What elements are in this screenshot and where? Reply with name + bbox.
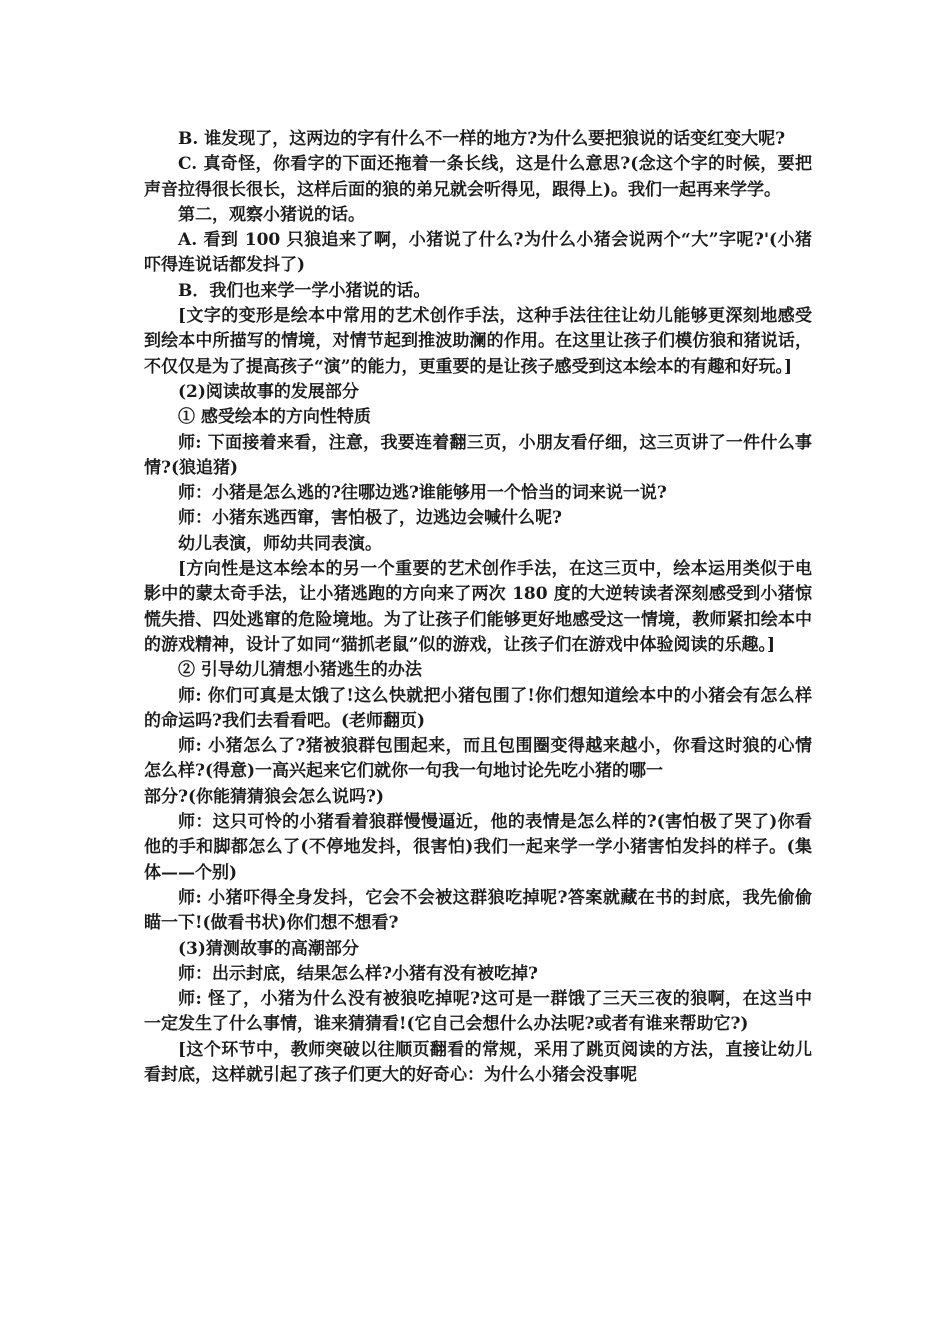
paragraph-commentary-3: [这个环节中，教师突破以往顺页翻看的常规，采用了跳页阅读的方法，直接让幼儿看封底，这样就引起了孩子们更大的好奇心：为什么小猪会没事呢	[144, 1039, 812, 1085]
paragraph-teacher-6: 师：这只可怜的小猪看着狼群慢慢逼近，他的表情是怎么样的?(害怕极了哭了)你看他的手和脚都怎么了(不停地发抖，很害怕)我们一起来学一学小猪害怕发抖的样子。(集体——个别)	[144, 812, 812, 883]
paragraph-teacher-4: 师: 你们可真是太饿了!这么快就把小猪包围了!你们想知道绘本中的小猪会有怎么样的命运吗?我们去看看吧。(老师翻页)	[144, 685, 812, 731]
section-heading-3: (3)猜测故事的高潮部分	[178, 938, 359, 959]
paragraph-continuation: 部分?(你能猜猜狼会怎么说吗?)	[144, 786, 385, 807]
subsection-heading-1: ① 感受绘本的方向性特质	[178, 407, 371, 428]
paragraph-c-question: C. 真奇怪，你看字的下面还拖着一条长线，这是什么意思?(念这个字的时候，要把声音拉得很长很长，这样后面的狼的弟兄就会听得见，跟得上)。我们一起再来学学。	[144, 154, 812, 200]
section-heading-2: (2)阅读故事的发展部分	[178, 381, 359, 402]
paragraph-b-question: B. 谁发现了，这两边的字有什么不一样的地方?为什么要把狼说的话变红变大呢?	[178, 129, 786, 149]
paragraph-teacher-9: 师: 怪了，小猪为什么没有被狼吃掉呢?这可是一群饿了三天三夜的狼啊，在这当中一定发生了什么事情，谁来猜猜看!(它自己会想什么办法呢?或者有谁来帮助它?)	[144, 989, 812, 1035]
document-body	[144, 127, 812, 1088]
paragraph-commentary-1: [文字的变形是绘本中常用的艺术创作手法，这种手法往往让幼儿能够更深刻地感受到绘本中所描写的情境，对情节起到推波助澜的作用。在这里让孩子们模仿狼和猪说话，不仅仅是为了提高孩子“演”的能力，更重要的是让孩子感受到这本绘本的有趣和好玩。]	[144, 306, 812, 377]
paragraph-teacher-5: 师: 小猪怎么了?猪被狼群包围起来，而且包围圈变得越来越小，你看这时狼的心情怎么样?(得意)一高兴起来它们就你一句我一句地讨论先吃小猪的哪一	[144, 736, 812, 782]
paragraph-teacher-3: 师：小猪东逃西窜，害怕极了，边逃边会喊什么呢?	[178, 508, 562, 529]
paragraph-commentary-2: [方向性是这本绘本的另一个重要的艺术创作手法，在这三页中，绘本运用类似于电影中的蒙太奇手法，让小猪逃跑的方向来了两次 180 度的大逆转读者深刻感受到小猪惊慌失措、四处逃窜的危险境地。为了让孩子们能够更好地感受这一情境，教师紧扣绘本中的游戏精神，设计了如同“猫抓老鼠”似的游戏，让孩子们在游戏中体验阅读的乐趣。]	[144, 559, 812, 655]
paragraph-a-question: A. 看到 100 只狼追来了啊，小猪说了什么?为什么小猪会说两个“大”字呢?'(小猪吓得连说话都发抖了)	[144, 230, 812, 276]
paragraph-teacher-7: 师: 小猪吓得全身发抖，它会不会被这群狼吃掉呢?答案就藏在书的封底，我先偷偷瞄一下!(做看书状)你们想不想看?	[144, 887, 812, 934]
paragraph-teacher-2: 师：小猪是怎么逃的?往哪边逃?谁能够用一个恰当的词来说一说?	[178, 483, 667, 504]
subsection-heading-2: ② 引导幼儿猜想小猪逃生的办法	[178, 660, 422, 681]
paragraph-second-heading: 第二，观察小猪说的话。	[178, 204, 365, 225]
paragraph-b-learn: B．我们也来学一学小猪说的话。	[178, 280, 431, 301]
paragraph-teacher-1: 师: 下面接着来看，注意，我要连着翻三页，小朋友看仔细，这三页讲了一件什么事情?(狼追猪)	[144, 432, 812, 478]
paragraph-teacher-8: 师：出示封底，结果怎么样?小猪有没有被吃掉?	[178, 963, 538, 984]
paragraph-performance: 幼儿表演，师幼共同表演。	[178, 533, 382, 554]
